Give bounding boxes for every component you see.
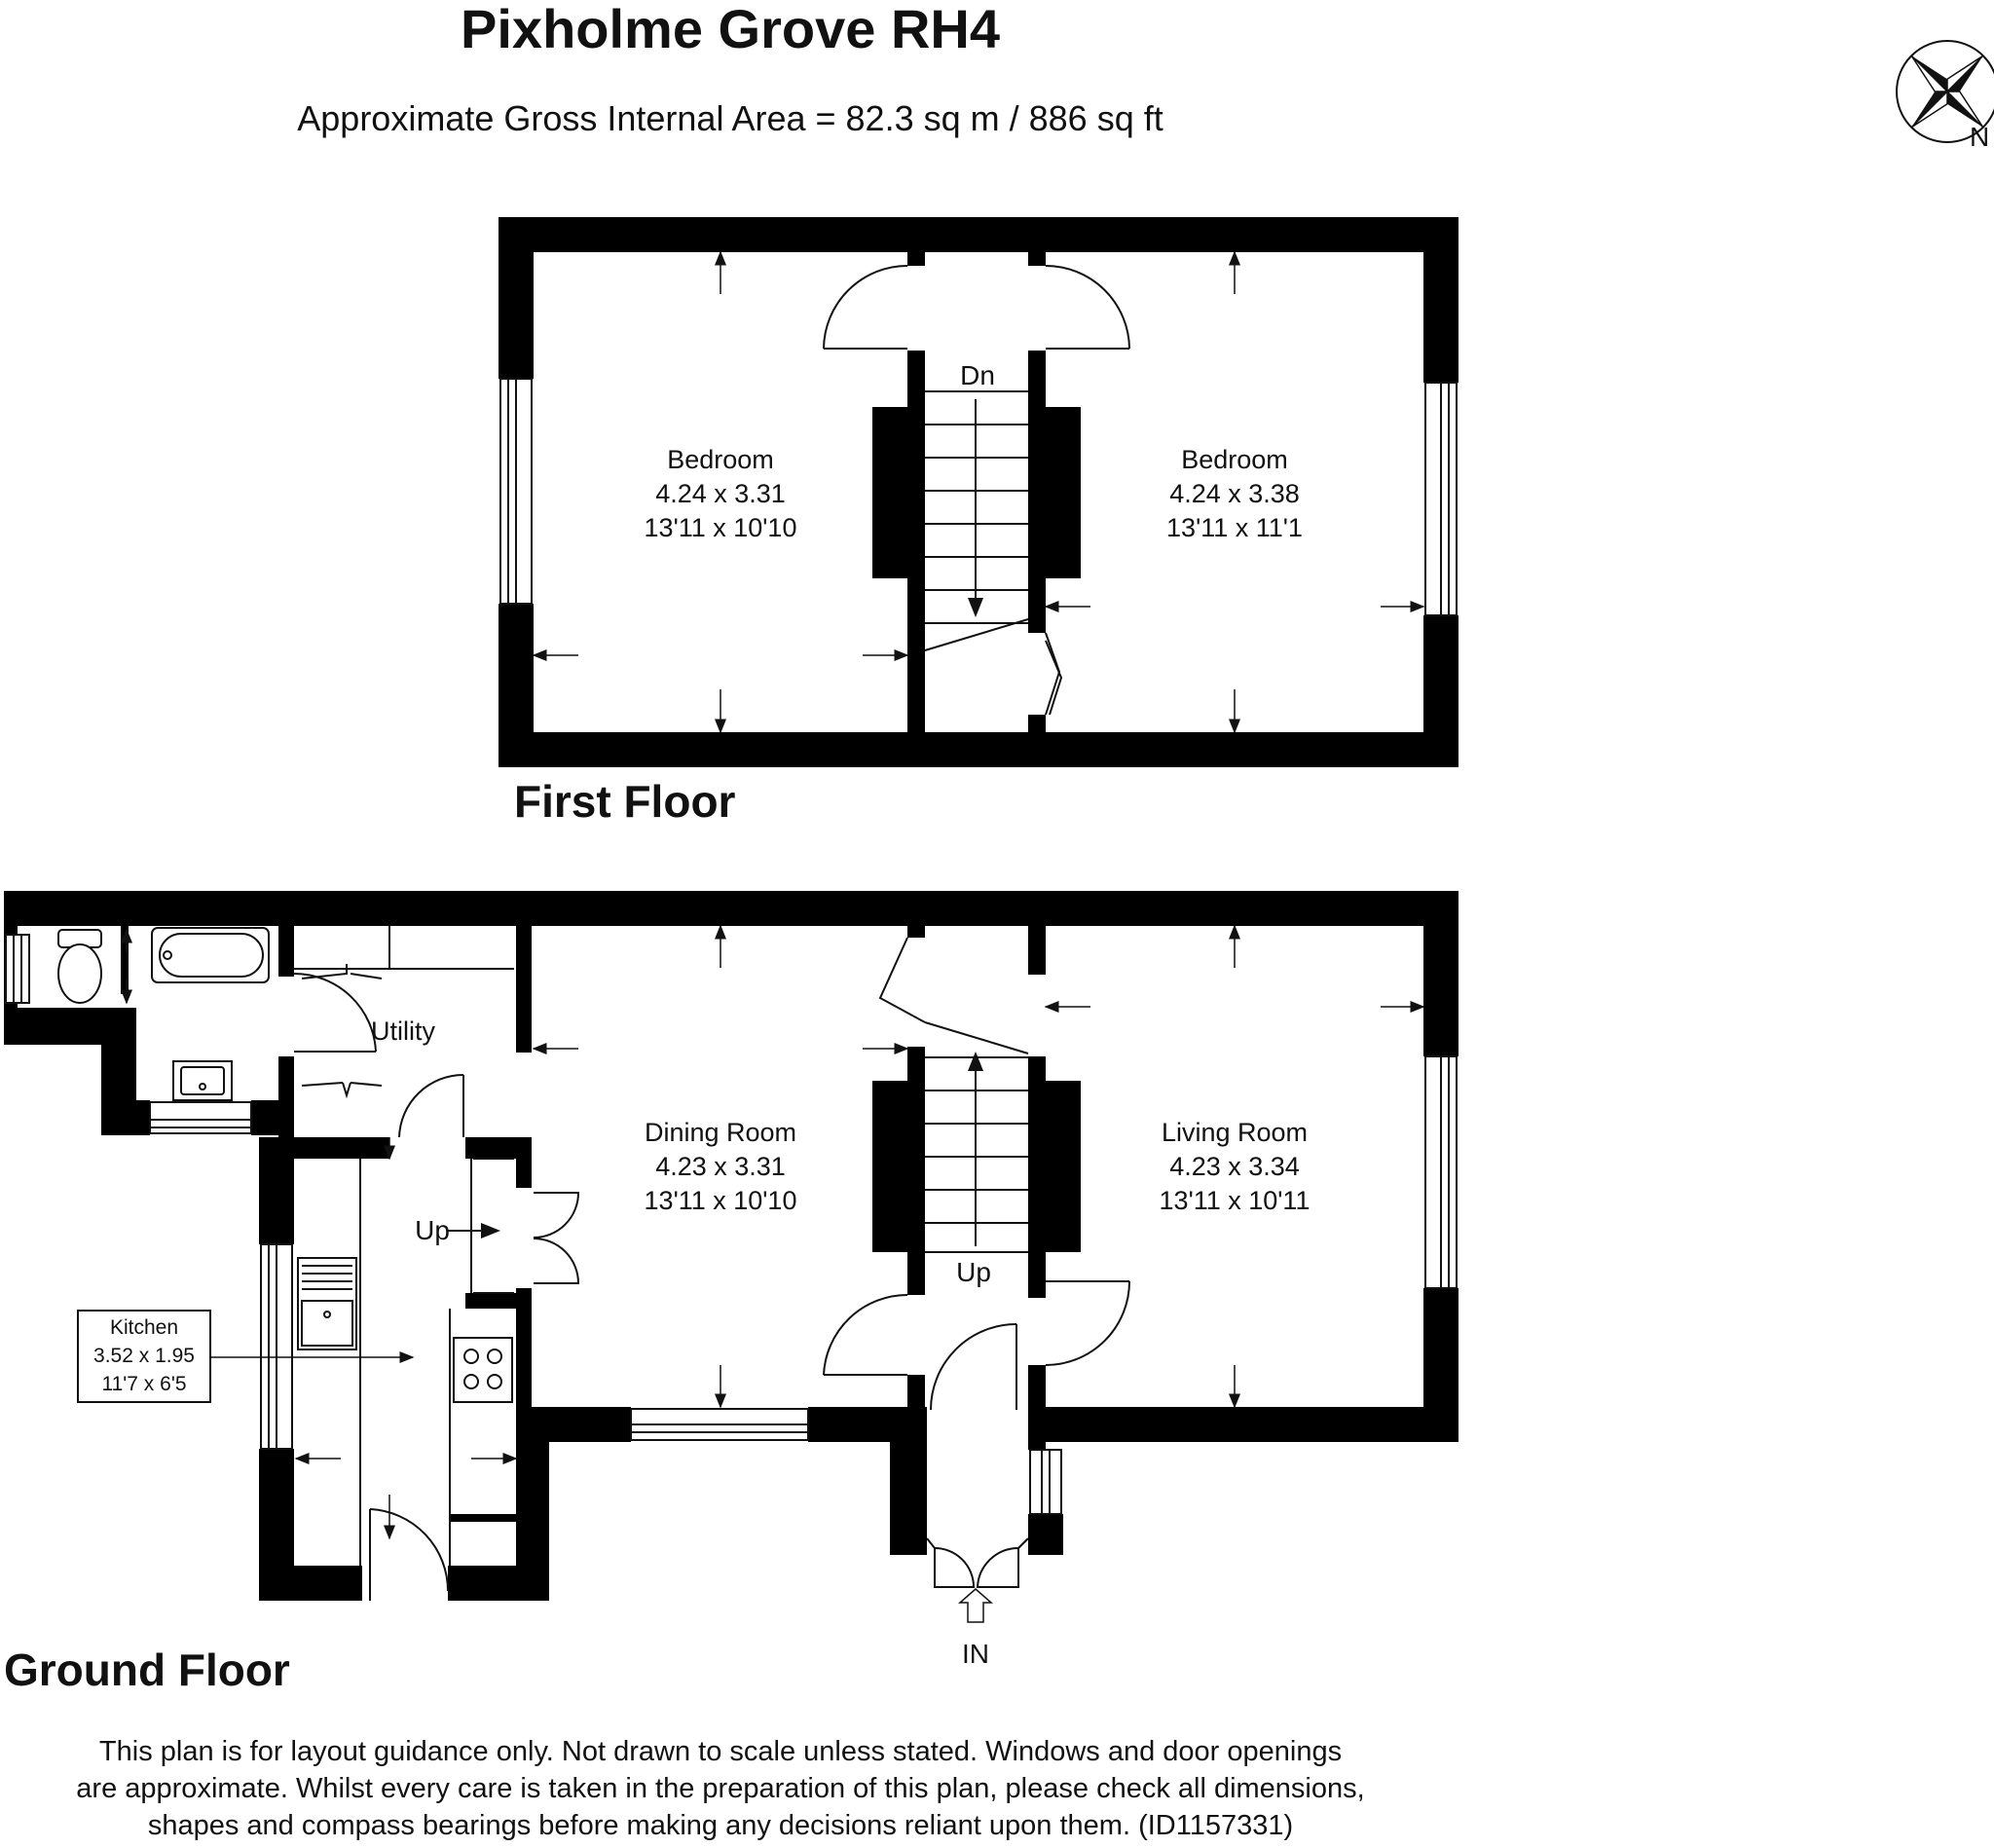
entrance-arrow-icon [960, 1589, 991, 1622]
disclaimer-line-1: This plan is for layout guidance only. Not drawn to scale unless stated. Windows and door openings [98, 1736, 1343, 1767]
ground-floor-stairs-label: Up [956, 1257, 991, 1287]
entrance-label: IN [962, 1639, 989, 1669]
first-floor-walls [498, 217, 1459, 767]
gross-internal-area: Approximate Gross Internal Area = 82.3 sq m / 886 sq ft [297, 98, 1163, 138]
bedroom-2-name: Bedroom [1181, 445, 1288, 474]
wc-icon [58, 930, 101, 1003]
bedroom-2-imperial: 13'11 x 11'1 [1166, 513, 1303, 542]
kitchen-metric: 3.52 x 1.95 [93, 1345, 195, 1367]
disclaimer [0, 1733, 1441, 1844]
compass-north-label: N [1970, 122, 1990, 152]
living-room-metric: 4.23 x 3.34 [1169, 1152, 1300, 1181]
dining-room-name: Dining Room [644, 1118, 797, 1147]
ground-floor-walls [4, 891, 1459, 1601]
ground-floor-dimension-arrows [127, 926, 1423, 1538]
kitchen-imperial: 11'7 x 6'5 [101, 1373, 187, 1395]
washbasin-icon [173, 1061, 232, 1100]
living-room-imperial: 13'11 x 10'11 [1159, 1186, 1311, 1215]
disclaimer-line-3: shapes and compass bearings before making any decisions reliant upon them. (ID1157331) [147, 1810, 1294, 1841]
first-floor-windows [500, 379, 1457, 615]
disclaimer-line-2: are approximate. Whilst every care is taken in the preparation of this plan, please check all dimensions, [76, 1773, 1365, 1804]
kitchen-name: Kitchen [109, 1316, 179, 1339]
bedroom-1-name: Bedroom [667, 445, 774, 474]
first-floor-stairs-label: Dn [960, 360, 995, 390]
living-room-name: Living Room [1161, 1118, 1309, 1147]
first-floor-staircase [925, 391, 1028, 650]
utility-stairs-label: Up [415, 1215, 450, 1245]
bedroom-2-metric: 4.24 x 3.38 [1169, 479, 1300, 508]
sink-icon [298, 1258, 356, 1349]
dining-room-metric: 4.23 x 3.31 [655, 1152, 786, 1181]
bath-icon [152, 928, 269, 982]
first-floor-label: First Floor [514, 776, 736, 827]
dining-room-imperial: 13'11 x 10'10 [644, 1186, 797, 1215]
bedroom-1-imperial: 13'11 x 10'10 [644, 513, 797, 542]
ground-floor-label: Ground Floor [4, 1645, 290, 1695]
utility-name: Utility [371, 1016, 435, 1046]
plan-title: Pixholme Grove RH4 [461, 0, 1000, 59]
bedroom-1-metric: 4.24 x 3.31 [655, 479, 786, 508]
hob-icon [454, 1338, 512, 1402]
